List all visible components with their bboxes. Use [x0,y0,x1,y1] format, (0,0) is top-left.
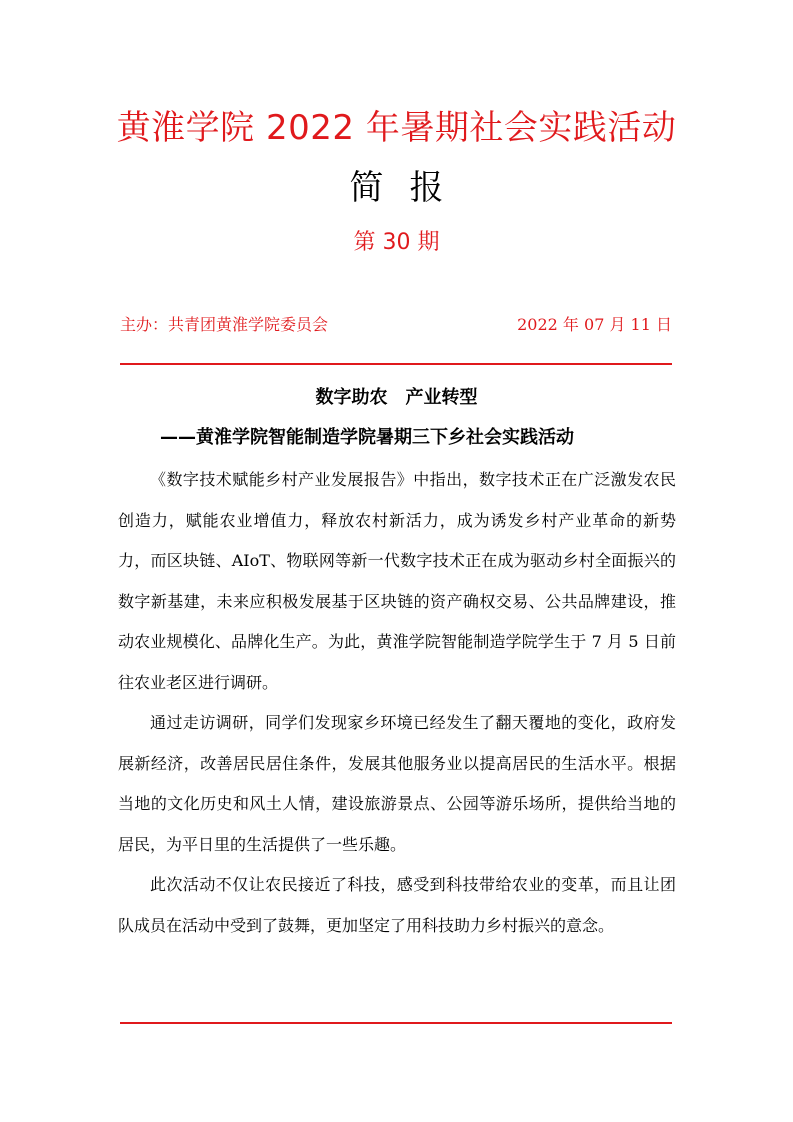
bottom-divider [120,1022,672,1024]
sponsor-text: 主办：共青团黄淮学院委员会 [120,315,329,334]
article-paragraph: 《数字技术赋能乡村产业发展报告》中指出，数字技术正在广泛激发农民创造力，赋能农业增值力，释放农村新活力，成为诱发乡村产业革命的新势力，而区块链、AIoT、物联网等新一代数字技术正在成为驱动乡村全面振兴的数字新基建，未来应积极发展基于区块链的资产确权交易、公共品牌建设，推动农业规模化、品牌化生产。为此，黄淮学院智能制造学院学生于 7 月 5 日前往农业老区进行调研。 [118,470,676,692]
top-divider [120,363,672,365]
article-paragraph: 此次活动不仅让农民接近了科技，感受到科技带给农业的变革，而且让团队成员在活动中受到了鼓舞，更加坚定了用科技助力乡村振兴的意念。 [118,875,676,935]
bulletin-main-title: 黄淮学院 2022 年暑期社会实践活动 [116,108,677,148]
article-title: 数字助农 产业转型 [315,387,478,408]
article-body [118,460,676,946]
issue-number: 第 30 期 [353,230,440,255]
article-subtitle: ——黄淮学院智能制造学院暑期三下乡社会实践活动 [160,427,574,448]
bulletin-sub-title: 简报 [349,168,470,208]
article-paragraph: 通过走访调研，同学们发现家乡环境已经发生了翻天覆地的变化，政府发展新经济，改善居民居住条件，发展其他服务业以提高居民的生活水平。根据当地的文化历史和风土人情，建设旅游景点、公园等游乐场所，提供给当地的居民，为平日里的生活提供了一些乐趣。 [118,713,676,854]
publish-date: 2022 年 07 月 11 日 [517,315,672,334]
